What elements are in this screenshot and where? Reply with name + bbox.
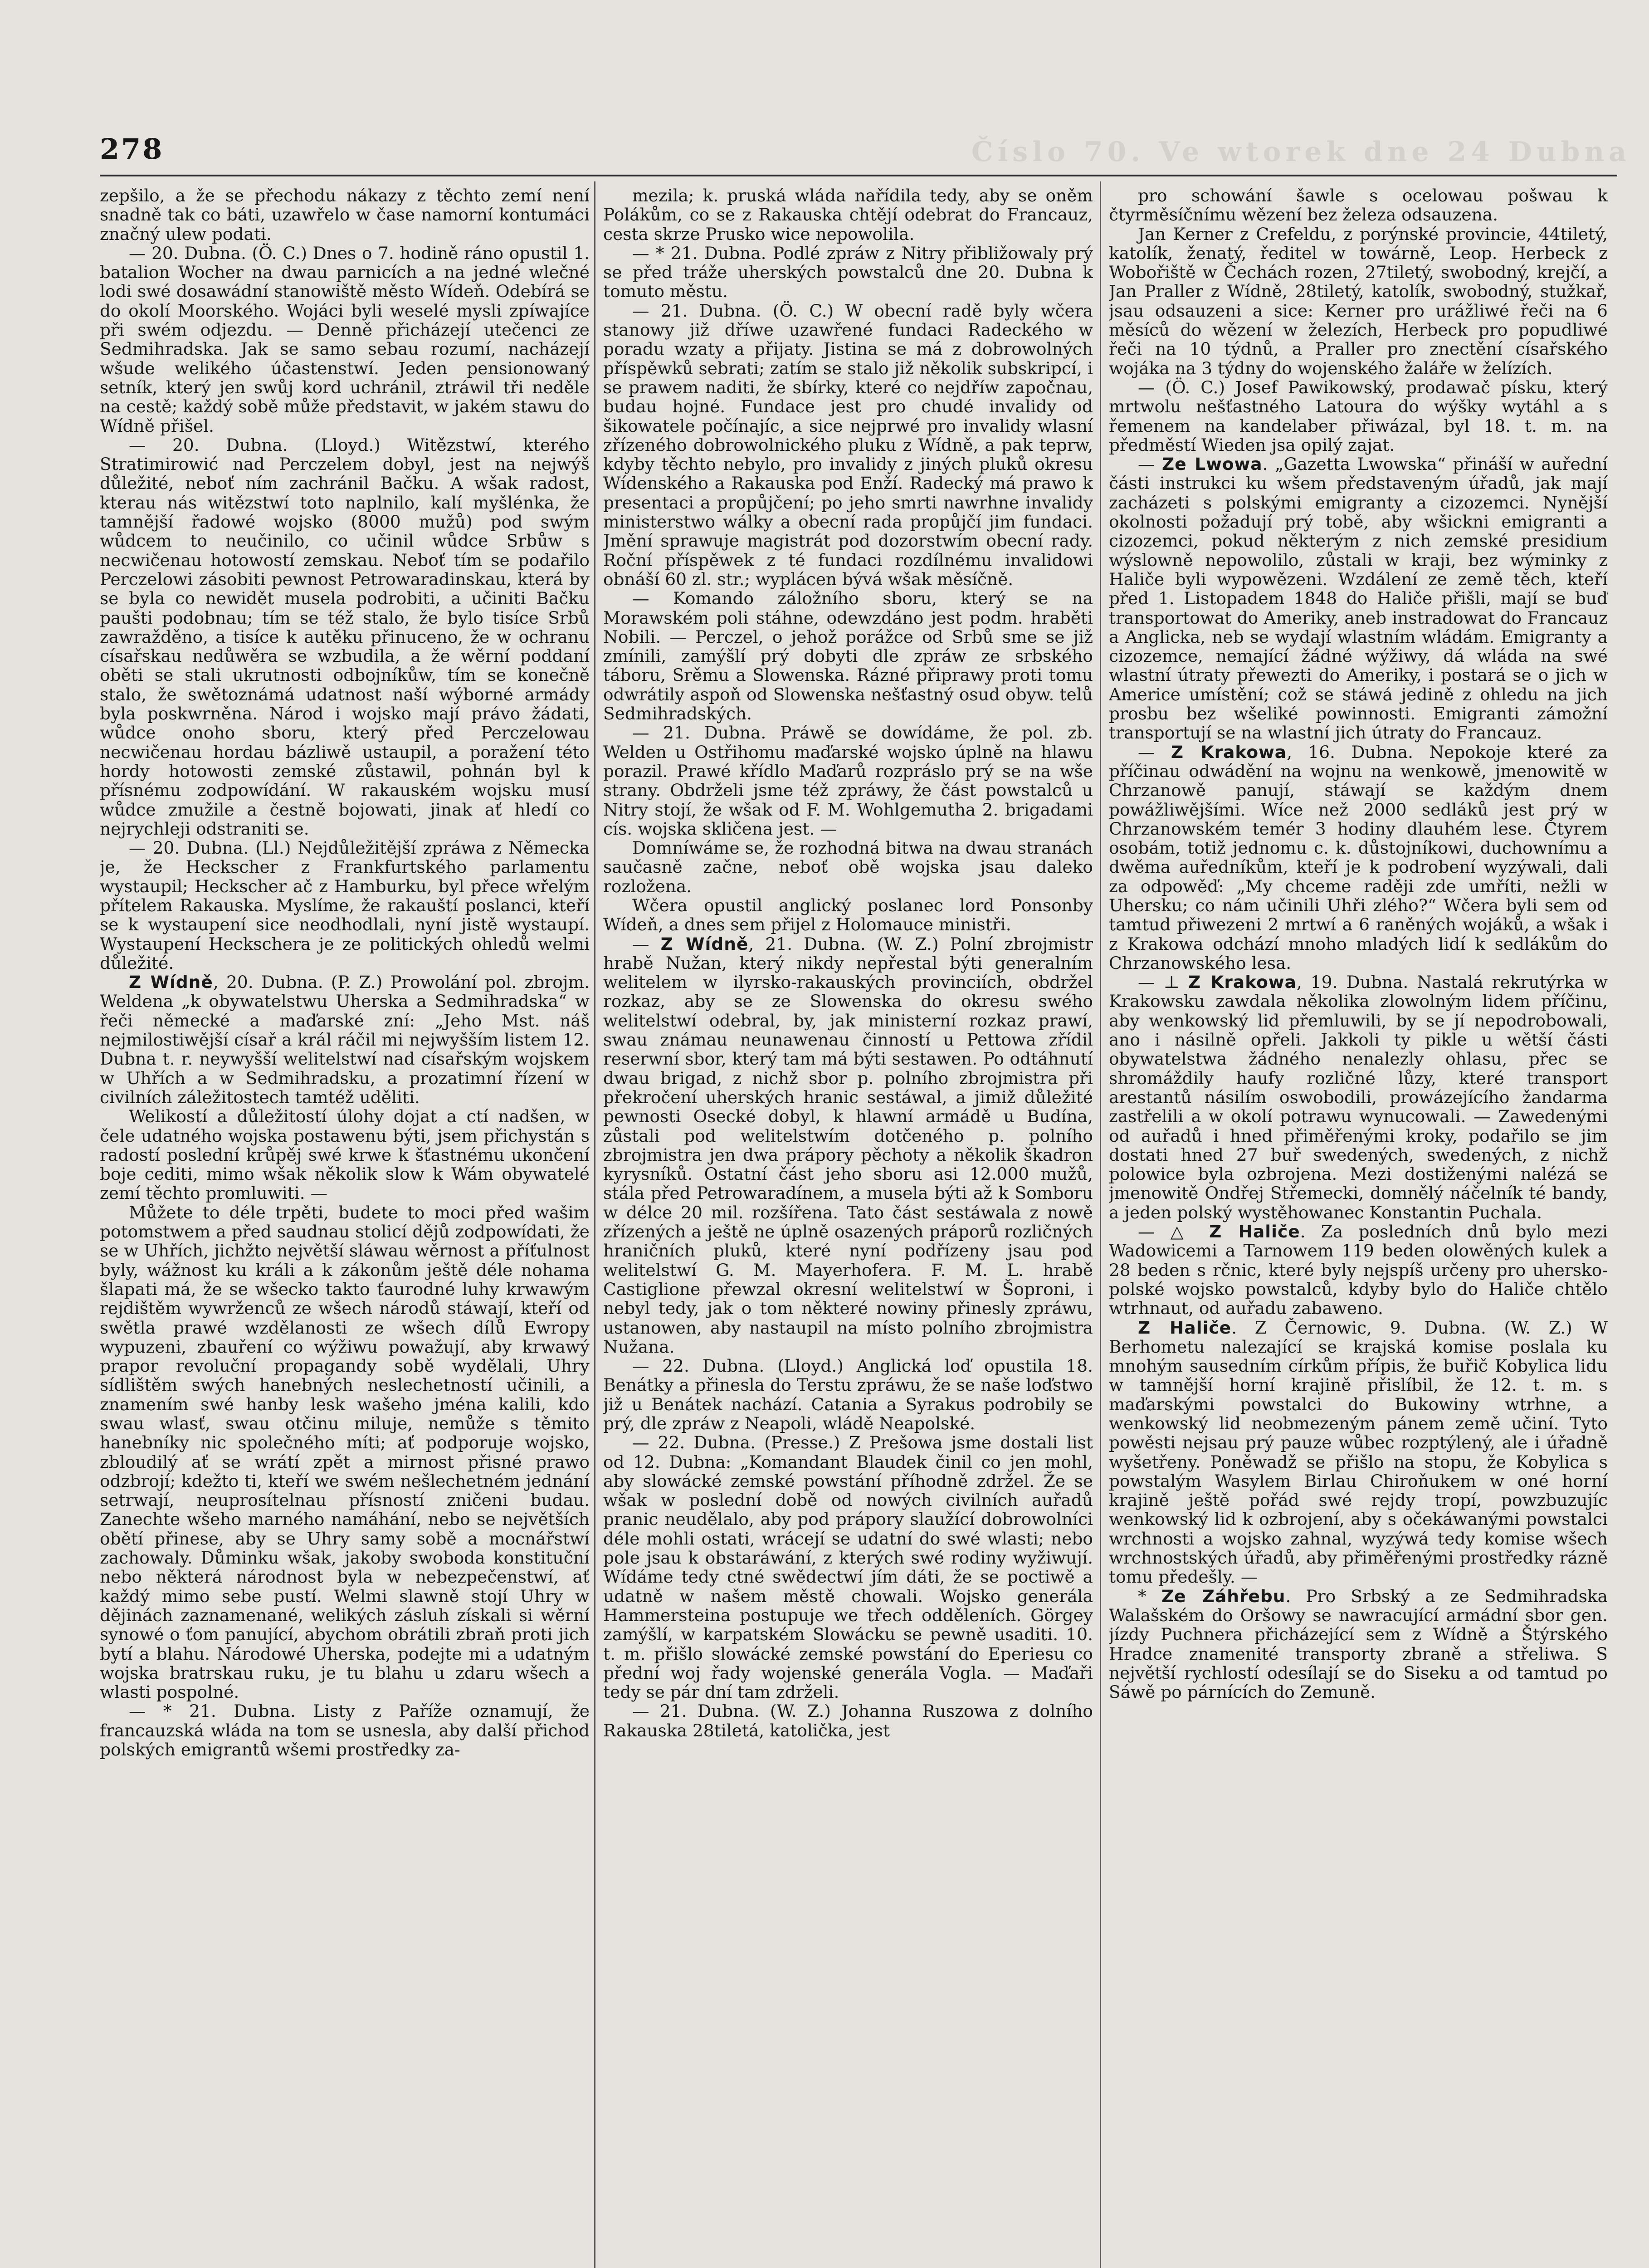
article-paragraph: pro schowání šawle s ocelowau pošwau k čtyrměsíčnímu wězení bez železa odsauzena.	[1109, 186, 1608, 225]
article-paragraph: — Z Wídně, 21. Dubna. (W. Z.) Polní zbrojmistr hrabě Nužan, který nikdy nepřestal býti generalním welitelem w ilyrsko-rakauských provinciích, obdržel rozkaz, aby se ze Slowenska do okresu swého welitelstwí odebral, by, jak ministerní rozkaz prawí, swau známau neunawenau činností u Pettowa zřídil reserwní sbor, který tam má býti sestawen. Po odtáhnutí dwau brigad, z nichž sbor p. polního zbrojmistra při překročení uherských hranic sestáwal, a jimiž důležité pewnosti Osecké dobyl, k hlawní armádě u Budína, zůstali pod welitelstwím dotčeného p. polního zbrojmistra jen dwa prápory pěchoty a několik škadron kyrysníků. Ostatní část jeho sboru asi 12.000 mužů, stála před Petrowaradínem, a musela býti až k Somboru w délce 20 mil. rozšířena. Tato část sestáwala z nowě zřízených a ještě ne úplně osazených práporů rozličných hraničních pluků, které nyní podřízeny jsau pod welitelstwí G. M. Mayerhofera. F. M. L. hrabě Castiglione přewzal okresní welitelstwí w Šoproni, i nebyl tedy, jak o tom některé nowiny přinesly zpráwu, ustanowen, aby nastaupil na místo polního zbrojmistra Nužana.	[603, 934, 1093, 1357]
article-paragraph: Wčera opustil anglický poslanec lord Ponsonby Wídeň, a dnes sem přijel z Holomauce ministři.	[603, 895, 1093, 935]
article-paragraph: — 20. Dubna. (Ll.) Nejdůležitější zpráwa z Německa je, že Heckscher z Frankfurtského parlamentu wystaupil; Heckscher ač z Hamburku, byl přece wřelým přítelem Rakauska. Myslíme, že rakauští poslanci, kteří se k wystaupení sice neodhodlali, nyní jistě wystaupí. Wystaupení Heckschera je ze politických ohledů welmi důležité.	[100, 838, 590, 973]
article-paragraph: — * 21. Dubna. Podlé zpráw z Nitry přibližowaly prý se před tráže uherských powstalců dne 20. Dubna k tomuto městu.	[603, 243, 1093, 302]
dateline-heading: Z Wídně	[129, 972, 213, 992]
dateline-heading: Z Krakowa	[1171, 742, 1287, 762]
article-paragraph: Welikostí a důležitostí úlohy dojat a ctí nadšen, w čele udatného wojska postawenu býti, jsem přichystán s radostí poslední krůpěj swé krwe k šťastnému ukončení boje cediti, mimo wšak několik slow k Wám obywatelé zemí těchto promluwiti. —	[100, 1106, 590, 1203]
article-paragraph: — 20. Dubna. (Ö. C.) Dnes o 7. hodině ráno opustil 1. batalion Wocher na dwau parnicích a na jedné wlečné lodi swé dosawádní stanowiště město Wídeň. Odebírá se do okolí Moorského. Wojáci byli weselé mysli zpíwajíce při swém odjezdu. — Denně přicházejí utečenci ze Sedmihradska. Jak se samo sebau rozumí, nacházejí wšude welikého účastenstwí. Jeden pensionowaný setník, který jen swůj kord uchránil, ztráwil tři neděle na cestě; každý sobě může představit, w jakém stawu do Wídně přišel.	[100, 243, 590, 436]
article-paragraph: — Z Krakowa, 16. Dubna. Nepokoje které za příčinau odwádění na wojnu na wenkowě, jmenowitě w Chrzanowě panují, stáwají se každým dnem powážliwějšími. Wíce než 2000 sedláků jest prý w Chrzanowském temér 3 hodiny dlauhém lese. Čtyrem osobám, totiž jednomu c. k. důstojníkowi, duchownímu a dwěma auředníkům, kteří je k podrobení wyzýwali, dali za odpowěď: „My chceme raději zde umříti, nežli w Uhersku; co nám učinili Uhři zlého?“ Wčera byli sem od tamtud přiwezeni 2 mrtwí a 6 raněných wojáků, a wšak i z Krakowa odchází mnoho mladých lidí k sedlákům do Chrzanowského lesa.	[1109, 742, 1608, 973]
article-paragraph: Domníwáme se, že rozhodná bitwa na dwau stranách saučasně začne, neboť obě wojska jsau daleko rozložena.	[603, 838, 1093, 896]
article-paragraph: — Komando záložního sboru, který se na Morawském poli stáhne, odewzdáno jest podm. hraběti Nobili. — Perczel, o jehož porážce od Srbů sme se již zmínili, zamýšlí prý dobyti dle zpráw ze srbského táboru, Srěmu a Slowenska. Rázné připrawy proti tomu odwrátily aspoň od Slowenska nešťastný osud obyw. telů Sedmihradských.	[603, 588, 1093, 724]
article-paragraph: mezila; k. pruská wláda nařídila tedy, aby se oněm Polákům, co se z Rakauska chtějí odebrat do Francauz, cesta skrze Prusko wice nepowolila.	[603, 186, 1093, 244]
article-paragraph: * Ze Záhřebu. Pro Srbský a ze Sedmihradska Walašském do Oršowy se nawracující armádní sbor gen. jízdy Puchnera přicházející sem z Wídně a Štýrského Hradce znamenité transporty zbraně a střeliwa. S největší rychlostí odesílají se do Siseku a od tamtud po Sáwě po párnících do Zemuně.	[1109, 1586, 1608, 1702]
dateline-heading: Z Wídně	[660, 934, 749, 954]
dateline-heading: Z Krakowa	[1188, 972, 1297, 992]
column-divider	[594, 181, 595, 2268]
article-paragraph: zepšilo, a že se přechodu nákazy z těchto zemí není snadně tak co báti, uzawřelo w čase namorní kontumáci značný ulew podati.	[100, 186, 590, 244]
column-2	[603, 186, 1093, 2268]
article-paragraph: — △ Z Haliče. Za posledních dnů bylo mezi Wadowicemi a Tarnowem 119 beden olowěných kulek a 28 beden s rčnic, které byly nejspíš určeny pro uhersko-polské wojsko powstalců, kdyby bylo do Haliče chtělo wtrhnaut, od auřadu zabaweno.	[1109, 1222, 1608, 1319]
article-paragraph: — ⊥ Z Krakowa, 19. Dubna. Nastalá rekrutýrka w Krakowsku zawdala několika zlowolným lidem příčinu, aby wenkowský lid přemluwili, by se jí nepodrobowali, ano i násilně opřeli. Jakkoli ty pikle u wětší části obywatelstwa žádného nenalezly ohlasu, přec se shromáždily haufy rozličné lůzy, které transport arestantů násilím oswobodili, prowázejícího žandarma zastřelili a w okolí potrawu wynucowali. — Zawedenými od auřadů i hned přiměřenými kroky, podařilo se jim dostati hned 27 buř swedených, swedených, z nichž polowice byla ozbrojena. Mezi dostiženými nalézá se jmenowitě Ondřej Střemecki, domnělý náčelník té bandy, a jeden polský wystěhowanec Konstantin Puchala.	[1109, 972, 1608, 1222]
article-paragraph: — 21. Dubna. (W. Z.) Johanna Ruszowa z dolního Rakauska 28tiletá, katolička, jest	[603, 1701, 1093, 1740]
article-paragraph: Můžete to déle trpěti, budete to moci před wašim potomstwem a před saudnau stolicí dějů zodpowídati, že se w Uhřích, jichžto největší sláwau wěrnost a příťulnost byly, wážnost ku králi a k zákonům ještě déle nohama šlapati má, že se wšecko takto ťaurodné luhy krwawým rejdištěm wywrženců ze wšech národů stáwají, kteří od swětla prawé wzdělanosti ze wšech dílů Ewropy wypuzeni, zbauření co wýžiwu powažují, aby krwawý prapor revoluční propagandy sobě wydělali, Uhry sídlištěm swých hanebných neslechetností učinili, a znamením swé hanby lesk wašeho jména kalili, kdo swau wlasť, swau otčinu miluje, nemůže s těmito hanebníky nic společného míti; ať podporuje wojsko, zbloudilý ať se wrátí zpět a mirnost přisné prawo odzbrojí; kdežto ti, kteří we swém nešlechetném jednání setrwají, neuprosítelnau přísností zničeni budau. Zanechte wšeho marného namáhání, nebo se největších obětí přinese, aby se Uhry samy sobě a mocnářstwí zachowaly. Důminku wšak, jakoby swoboda konstituční nebo některá národnost byla w nebezpečenstwí, ať každý mimo sebe pustí. Welmi slawně stojí Uhry w dějinách zaznamenané, welikých zásluh získali si wěrní synowé o ťom panující, abychom obrátili zbraň proti jich bytí a blahu. Národowé Uherska, podejte mi a udatným wojska bratrskau ruku, je tu blahu u zdaru wšech a wlasti pospolné.	[100, 1202, 590, 1702]
article-paragraph: — Ze Lwowa. „Gazetta Lwowska“ přináší w auřední části instrukci ku wšem představeným úřadů, jak mají zacházeti s polskými emigranty a cizozemci. Nynější okolnosti požadují prý tobě, aby wšickni emigranti a cizozemci, pokud některým z nich zemské presidium wýslowně nepowolilo, zůstali w kraji, bez wýminky z Haliče byli wypowězeni. Wzdálení ze země těch, kteří před 1. Listopadem 1848 do Haliče přišli, mají se buď transportowat do Ameriky, aneb instradowat do Francauz a Anglicka, neb se wydají wlastním wládám. Emigranty a cizozemce, nemající žádné wýžiwy, dá wláda na swé wlastní útraty přewezti do Ameriky, i postará se o jich w Americe umístění; což se stáwá jedině z ohledu na jich prosbu bez wšeliké powinnosti. Emigranti zámožní transportují se na wlastní jich útraty do Francauz.	[1109, 454, 1608, 743]
article-paragraph: — (Ö. C.) Josef Pawikowský, prodawač písku, který mrtwolu nešťastného Latoura do wýšky wytáhl a s řemenem na kandelaber přiwázal, byl 18. t. m. na předměstí Wieden jsa opilý zajat.	[1109, 377, 1608, 455]
column-1	[100, 186, 590, 2268]
article-paragraph: Jan Kerner z Crefeldu, z porýnské provincie, 44tiletý, katolík, ženatý, ředitel w towárně, Leop. Herbeck z Wobořiště w Čechách rozen, 27tiletý, swobodný, krejčí, a Jan Praller z Wídně, 28tiletý, katolík, swobodný, stužkař, jsau odsauzeni a sice: Kerner pro urážliwé řeči na 6 měsíců do wězení w železích, Herbeck pro popudliwé řeči na 10 týdnů, a Praller pro znectění císařského wojáka na 3 týdny do wojenského žaláře w želízích.	[1109, 224, 1608, 378]
dateline-heading: Z Haliče	[1209, 1222, 1300, 1242]
header-rule	[100, 175, 1617, 176]
article-paragraph: — 22. Dubna. (Lloyd.) Anglická loď opustila 18. Benátky a přinesla do Terstu zpráwu, že se naše loďstwo již u Benátek nachází. Catania a Syrakus podrobily se prý, dle zpráw z Neapoli, wládě Neapolské.	[603, 1356, 1093, 1433]
article-paragraph: — 22. Dubna. (Presse.) Z Prešowa jsme dostali list od 12. Dubna: „Komandant Blaudek činil co jen mohl, aby slowácké zemské powstání příhodně zdržel. Že se wšak w poslední době od nowých civilních auřadů pranic neudělalo, aby pod prápory slaužící dobrowolníci déle mohli ostati, wrácejí se udatní do swé wlasti; nebo pole jsau k obstaráwání, z kterých swé rodiny wyžiwují. Wídáme tedy ctné swědectwí jím dáti, že se poctiwě a udatně w našem městě chowali. Wojsko generála Hammersteina postupuje we třech odděleních. Görgey zamýšlí, w karpatském Slowácku se pewně usaditi. 10. t. m. přišlo slowácké zemské powstání do Eperiesu co přední woj řady wojenské generála Vogla. — Maďaři tedy se pár dní tam zdrželi.	[603, 1432, 1093, 1702]
page-number: 278	[100, 132, 164, 166]
column-divider	[1100, 181, 1101, 2268]
article-paragraph: Z Haliče. Z Černowic, 9. Dubna. (W. Z.) W Berhometu nalezající se krajská komise poslala ku mnohým sausedním církům přípis, že buřič Kobylica lidu w tamnější horní krajině přislíbil, že 12. t. m. s maďarskými powstalci do Bukowiny wtrhne, a wenkowský lid neobmezeným pánem země učiní. Tyto powěsti nejsau prý pauze wůbec rozptýlený, ale i úřadně wyšetřeny. Poněwadž se přišlo na stopu, že Kobylica s powstalým Wasylem Birlau Chiroňukem w oné horní krajině ještě pořád swé rejdy tropí, powzbuzujíc wenkowský lid k ozbrojení, aby s očekáwanými powstalci wrchnosti a wojsko zahnal, wyzýwá tedy komise wšech wrchnostských úřadů, aby přiměřenými prostředky rázně tomu předešly. —	[1109, 1317, 1608, 1587]
bleed-through-header: Číslo 70. Ve wtorek dne 24 Dubna	[971, 136, 1631, 168]
article-paragraph: — * 21. Dubna. Listy z Paříže oznamují, že francauzská wláda na tom se usnesla, aby další přichod polských emigrantů wšemi prostředky za-	[100, 1701, 590, 1760]
article-paragraph: — 21. Dubna. Práwě se dowídáme, že pol. zb. Welden u Ostřihomu maďarské wojsko úplně na hlawu porazil. Prawé křídlo Maďarů rozpráslo prý se na wše strany. Obdrželi jsme též zpráwy, že část powstalců u Nitry stojí, že wšak od F. M. Wohlgemutha 2. brigadami cís. wojska skličena jest. —	[603, 723, 1093, 839]
article-paragraph: Z Wídně, 20. Dubna. (P. Z.) Prowolání pol. zbrojm. Weldena „k obywatelstwu Uherska a Sedmihradska“ w řeči německé a maďarské zní: „Jeho Mst. náš nejmilostiwější císař a král ráčil mi nejwyšším listem 12. Dubna t. r. neywyšší welitelstwí nad císařským wojskem w Uhřích a w Sedmihradsku, a prozatimní řízení w civilních záležitostech tamtéž uděliti.	[100, 972, 590, 1107]
column-3	[1109, 186, 1608, 2268]
article-paragraph: — 21. Dubna. (Ö. C.) W obecní radě byly wčera stanowy již dříwe uzawřené fundaci Radeckého w poradu wzaty a přijaty. Jistina se má z dobrowolných příspěwků sebrati; zatím se stalo již několik subskripcí, i se prawem naditi, že sbírky, které co nejdříw započnau, budau hojné. Fundace jest pro chudé invalidy od šikowatele počínajíc, a sice nejprwé pro invalidy wlasní zřízeného dobrowolnického pluku z Wídně, a pak teprw, kdyby těchto nebylo, pro invalidy z jiných pluků okresu Wídenského a Rakauska pod Enží. Radecký má prawo k presentaci a propůjčení; po jeho smrti nawrhne invalidy ministerstwo wálky a obecní rada propůjčí jim fundaci. Jmění sprawuje magistrát pod dozorstwím obecní rady. Roční příspěwek z té fundaci rozdílnému invalidowi obnáší 60 zl. str.; wyplácen bývá wšak měsíčně.	[603, 300, 1093, 589]
dateline-heading: Z Haliče	[1138, 1317, 1232, 1338]
article-paragraph: — 20. Dubna. (Lloyd.) Witězstwí, kterého Stratimirowić nad Perczelem dobyl, jest na nejwýš důležité, neboť ním zachránil Bačku. A wšak radost, kterau nás witězstwí toto naplnilo, kalí myšlénka, že tamnější řadowé wojsko (8000 mužů) pod swým wůdcem to neučinilo, co učinil wůdce Srbůw s necwičenau hotowostí zemskau. Neboť tím se podařilo Perczelowi zásobiti pewnost Petrowaradinskau, která by se byla co newidět musela podrobiti, a učiniti Bačku paušti podobnau; tím se též stalo, že bylo tisíce Srbů zawražděno, a tisíce k autěku přinuceno, že w ochranu císařskau nedůwěra se wzbudila, a že wěrní poddaní oběti se stali ukrutnosti odbojníkůw, tím se konečně stalo, že swětoznámá udatnost naší wýborné armády byla poskwrněna. Národ i wojsko mají právo žádati, wůdce onoho sboru, který před Perczelowau necwičenau hordau bázliwě ustaupil, a poražení této hordy hotowosti zemské zůstawil, pohnán byl k přísnému zodpowídání. W rakauském wojsku musí wůdce zmužile a čestně bojowati, jinak ať hledí co nejrychleji odstraniti se.	[100, 435, 590, 839]
dateline-heading: Ze Lwowa	[1162, 454, 1263, 474]
dateline-heading: Ze Záhřebu	[1161, 1586, 1286, 1606]
